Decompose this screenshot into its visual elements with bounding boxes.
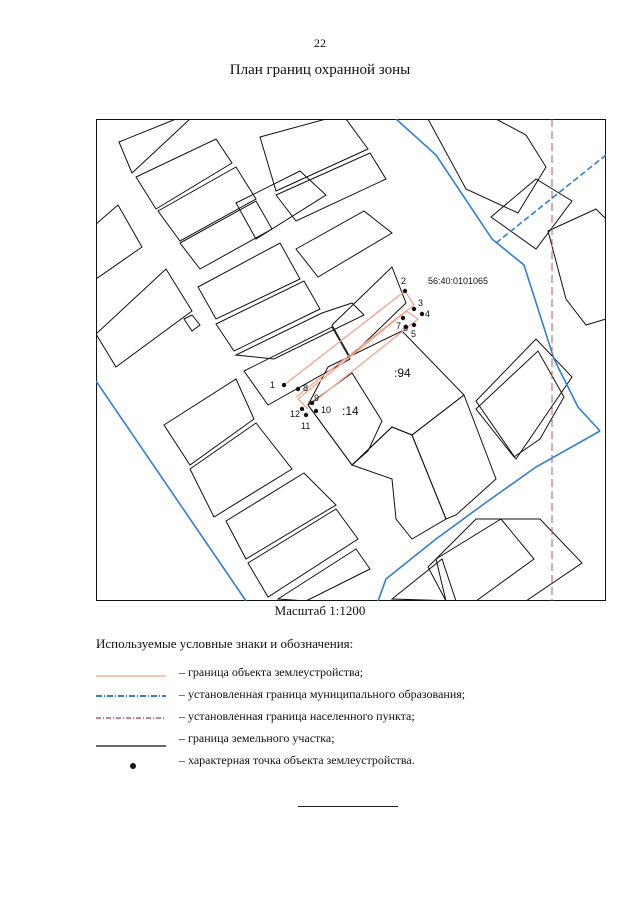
point-label-11: 11 <box>301 421 311 431</box>
legend-item <box>96 750 616 772</box>
legend-item <box>96 684 616 706</box>
point-label-2: 2 <box>401 276 407 286</box>
point-11 <box>304 413 308 417</box>
legend-item-label: – граница земельного участка; <box>179 731 335 745</box>
point-10 <box>314 409 318 413</box>
point-2 <box>403 289 407 293</box>
signature-line <box>298 806 398 807</box>
legend-item-label: – установленная граница населенного пункта; <box>179 709 415 723</box>
point-label-8: 8 <box>303 383 309 393</box>
characteristic-point-symbol <box>96 750 166 772</box>
point-12 <box>300 407 304 411</box>
point-1 <box>282 383 286 387</box>
legend-item <box>96 706 616 728</box>
legend-title: Используемые условные знаки и обозначения: <box>96 636 354 651</box>
point-8 <box>296 387 300 391</box>
parcel-label-94: :94 <box>394 366 411 380</box>
legend <box>96 662 616 772</box>
point-label-3: 3 <box>418 298 424 308</box>
point-5 <box>412 323 416 327</box>
legend-item-label: – характерная точка объекта землеустройства. <box>179 753 415 767</box>
legend-item <box>96 728 616 750</box>
map-scale: Масштаб 1:1200 <box>274 603 366 618</box>
legend-item-label: – установленная граница муниципального образования; <box>179 687 466 701</box>
map-frame <box>97 120 606 601</box>
municipal-boundary-symbol <box>96 684 166 706</box>
point-label-12: 12 <box>290 409 301 419</box>
point-3 <box>412 307 416 311</box>
page-number: 22 <box>314 36 326 50</box>
parcel-label-14: :14 <box>342 404 359 418</box>
cadastral-map <box>96 119 606 601</box>
point-label-10: 10 <box>321 405 332 415</box>
legend-item-label: – граница объекта землеустройства; <box>179 665 364 679</box>
object-boundary-symbol <box>96 662 166 684</box>
point-label-5: 5 <box>411 329 417 339</box>
point-label-4: 4 <box>425 309 431 319</box>
cadastral-quarter-label: 56:40:0101065 <box>428 276 489 286</box>
point-label-1: 1 <box>270 380 276 390</box>
page-title: План границ охранной зоны <box>229 62 411 78</box>
legend-item <box>96 662 616 684</box>
point-7 <box>401 316 405 320</box>
point-label-7: 7 <box>396 321 402 331</box>
point-4 <box>420 312 424 316</box>
parcel-boundary-symbol <box>96 728 166 750</box>
settlement-boundary-symbol <box>96 706 166 728</box>
point-label-6: 6 <box>403 323 409 333</box>
point-label-9: 9 <box>314 393 320 403</box>
